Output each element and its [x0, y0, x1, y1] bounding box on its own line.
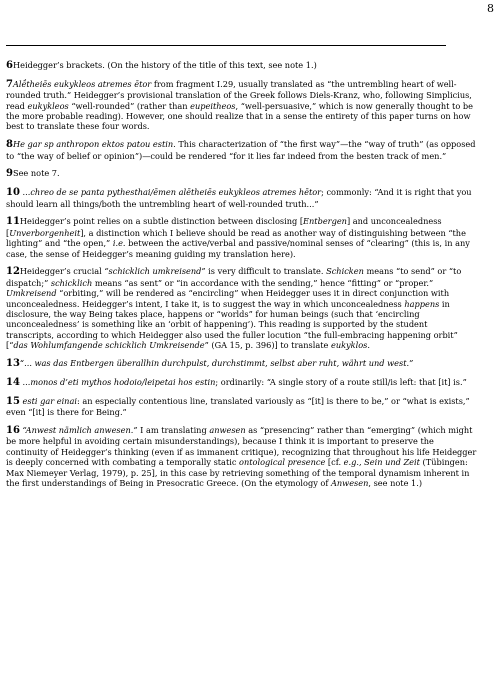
footnote-text: between the active/verbal and passive/nominal senses of “clearing” (this is, in any case, the sense of Heidegger’s meaning guiding my translation here).	[6, 238, 470, 259]
footnote-number: 10	[6, 187, 20, 199]
footnote-text: is very difficult to translate.	[205, 266, 327, 277]
footnote-italic-text: Umkreisend	[6, 288, 57, 299]
page-number: 8	[487, 2, 494, 15]
footnote-text: Heidegger’s crucial	[19, 266, 105, 277]
footnote-italic-text: He gar sp anthropon ektos patou estin	[12, 139, 174, 150]
footnote-text: . This characterization of “the first way”—the “way of truth” (as opposed to “the way of belief or opinion”)—could be rendered “for it lies far indeed from the besten track of men.”	[6, 139, 476, 161]
footnote-text: from fragment I.29, usually translated as “the untrembling heart of well-rounded truth.” Heidegger’s provisional translation of the Greek follows Diels-Kranz, who, following Simplicius, read	[6, 78, 472, 111]
footnote-6	[6, 60, 478, 71]
footnote-number: 11	[6, 216, 20, 228]
footnote-number: 9	[6, 168, 13, 180]
footnote-italic-text: Alḗtheiēs eukykleos atremes ētor	[12, 78, 152, 89]
footnote-text: Heidegger’s brackets. (On the history of the title of this text, see note 1.)	[12, 60, 317, 70]
footnote-text: , “well-persuasive,” which is now generally thought to be the more probable reading). However, one should realize that in a sense the entirety of this paper turns on how best to translate these four words.	[6, 100, 473, 132]
footnote-italic-text: das Wohlumfangende schicklich Umkreisende	[13, 340, 205, 351]
footnote-italic-text: eukyklos	[330, 340, 368, 351]
footnote-text: ], a distinction which I believe should be read as another way of distinguishing between “the lighting” and “the open,”	[6, 227, 466, 249]
footnote-italic-text: anwesen	[209, 424, 246, 435]
footnote-italic-text: i.e.	[112, 238, 126, 249]
footnote-number: 12	[6, 266, 20, 278]
footnote-text: “orbiting,” will be rendered as “encircling” when Heidegger uses it in direct conjunction with unconcealedness. Heidegger’s intent, I take it, is to suggest the way in which unconcealedness	[6, 288, 450, 309]
footnote-text: in disclosure, the way Being takes place, happens or “worlds” for human beings (such that ‘encircling unconcealedness’ is something like an ‘orbit of happening’). This reading is supported by the student transcripts, according to which Heidegger also used the fuller locution “the full-embracing happening orbit” [“	[6, 298, 458, 351]
footnote-text: ] and unconcealedness [	[6, 216, 442, 238]
footnote-italic-text: ontological presence	[239, 457, 326, 468]
footnote-12	[6, 266, 478, 350]
footnote-italic-text: Entbergen	[303, 216, 347, 227]
footnote-text: (Tübingen: Max Niemeyer Verlag, 1979), p. 25], in this case by retrieving something of the temporal dynamism inherent in the first understandings of Being in Presocratic Greece. (On the etymology of	[6, 457, 470, 488]
footnote-text: ; commonly: “And it is right that you should learn all things/both the untrembling heart of well-rounded truth...”	[6, 187, 472, 209]
footnote-14	[6, 377, 478, 388]
footnote-number: 6	[6, 60, 13, 71]
footnote-10	[6, 187, 478, 209]
footnote-italic-text: Anwesen	[331, 477, 369, 488]
footnote-text: Heidegger’s point relies on a subtle distinction between disclosing [	[19, 216, 304, 227]
footnote-number: 15	[6, 395, 20, 407]
footnote-text: , see note 1.)	[368, 477, 423, 488]
footnote-italic-text: “Anwest nämlich anwesen.”	[19, 424, 138, 435]
footnote-text: : an especially contentious line, translated variously as “[it] is there to be,” or “what is exists,” even “[it] is there for Being.”	[6, 395, 470, 418]
footnote-13	[6, 358, 478, 369]
footnote-divider	[6, 45, 446, 46]
footnote-8	[6, 139, 478, 161]
footnote-9	[6, 168, 478, 179]
footnote-text: .	[367, 340, 370, 351]
footnote-italic-text: eukykleos	[27, 100, 69, 111]
footnote-italic-text: Unverborgenheit	[9, 227, 81, 238]
footnote-italic-text: schicklich	[50, 277, 93, 288]
footnote-number: 14	[6, 376, 20, 388]
footnote-text: as “presencing” rather than “emerging” (which might be more helpful in avoiding certain misunderstandings), because I think it is important to preserve the continuity of Heidegger’s thinking (even if as immanent critique), recognizing that throughout his life Heidegger is deeply concerned with combating a temporally static	[6, 424, 477, 468]
footnote-text: ” (GA 15, p. 396)] to translate	[204, 340, 331, 351]
footnote-text: ; ordinarily: “A single story of a route still/is left: that [it] is.”	[215, 376, 467, 387]
footnote-italic-text: eupeitheos	[190, 100, 236, 111]
footnote-italic-text: esti gar einai	[19, 395, 77, 406]
footnote-italic-text: happens	[404, 298, 440, 309]
footnote-text: I am translating	[137, 424, 210, 435]
footnote-italic-text: e.g., Sein und Zeit	[343, 457, 420, 468]
footnote-text: [cf.	[325, 457, 344, 468]
footnote-number: 13	[6, 358, 20, 370]
footnote-text: See note 7.	[12, 168, 60, 179]
footnote-text: “well-rounded” (rather than	[68, 100, 191, 111]
footnote-11	[6, 216, 478, 259]
footnote-italic-text: Schicken	[326, 266, 364, 277]
footnote-italic-text: ...chreo de se panta pythesthai/ēmen alētheiēs eukykleos atremes hētor	[19, 187, 322, 198]
footnote-number: 7	[6, 78, 13, 90]
footnote-text: means “to send” or “to dispatch;”	[6, 266, 462, 288]
footnote-text: means “as sent” or “in accordance with the sending,” hence “fitting” or “proper.”	[92, 277, 434, 288]
footnote-italic-text: ...monos d’eti mythos hodoio/leipetai hos estin	[19, 376, 216, 387]
footnote-7	[6, 79, 478, 132]
footnote-italic-text: “schicklich umkreisend”	[104, 266, 206, 277]
footnote-number: 8	[6, 139, 13, 151]
footnote-15	[6, 396, 478, 418]
footnotes	[6, 60, 478, 496]
footnote-number: 16	[6, 424, 20, 436]
footnote-16	[6, 425, 478, 488]
footnote-italic-text: “... was das Entbergen überallhin durchpulst, durchstimmt, selbst aber ruht, währt und west.”	[19, 358, 414, 369]
